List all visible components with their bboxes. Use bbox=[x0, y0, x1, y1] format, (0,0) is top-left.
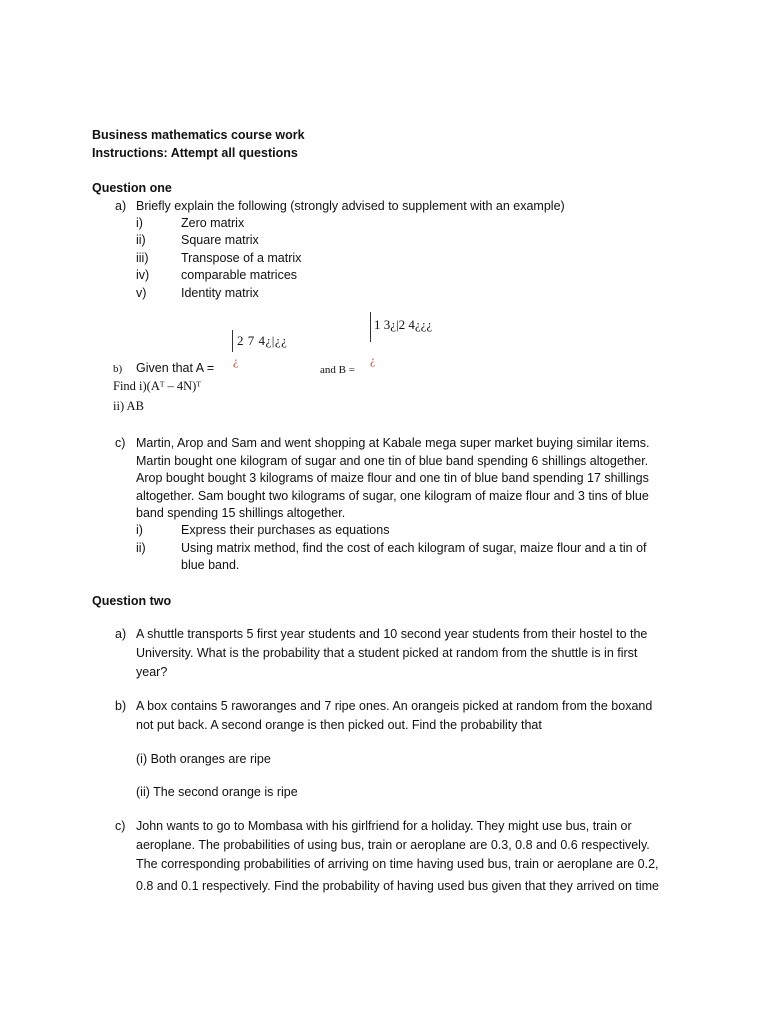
q2-c-line: 0.8 and 0.1 respectively. Find the probability of having used bus given that they arrived on time bbox=[136, 879, 659, 893]
q1-a-item-text: comparable matrices bbox=[181, 268, 298, 282]
q1-c-line: band spending 15 shillings altogether. bbox=[136, 506, 346, 520]
question-two-heading: Question two bbox=[92, 594, 172, 608]
question-one-heading: Question one bbox=[92, 181, 172, 195]
q2-a-line: University. What is the probability that a student picked at random from the shuttle is in first bbox=[136, 646, 638, 660]
q2-c-line: The corresponding probabilities of arriving on time having used bus, train or aeroplane are 0.2, bbox=[136, 857, 659, 871]
q1-a-item-num: v) bbox=[136, 286, 147, 300]
q1-a-label: a) bbox=[115, 199, 127, 213]
q1-a-item-num: iii) bbox=[136, 251, 149, 265]
q2-c-label: c) bbox=[115, 819, 126, 833]
matrix-b-bracket: ¿ bbox=[370, 353, 376, 367]
q1-b-label: b) bbox=[113, 363, 123, 375]
q1-a-text: Briefly explain the following (strongly advised to supplement with an example) bbox=[136, 199, 565, 213]
q1-c-item-text: Express their purchases as equations bbox=[181, 523, 390, 537]
q1-c-item-num: ii) bbox=[136, 541, 146, 555]
q1-c-line: Martin, Arop and Sam and went shopping at Kabale mega super market buying similar items. bbox=[136, 436, 650, 450]
matrix-a-row: 2 7 4¿|¿¿ bbox=[237, 333, 288, 348]
q1-a-item-text: Identity matrix bbox=[181, 286, 259, 300]
q2-b-ii: (ii) The second orange is ripe bbox=[136, 785, 298, 799]
q1-c-item-text: blue band. bbox=[181, 558, 240, 572]
q2-b-i: (i) Both oranges are ripe bbox=[136, 752, 271, 766]
q2-c-line: aeroplane. The probabilities of using bus, train or aeroplane are 0.3, 0.8 and 0.6 respectively. bbox=[136, 838, 650, 852]
q1-a-item-text: Zero matrix bbox=[181, 216, 245, 230]
q1-c-label: c) bbox=[115, 436, 126, 450]
q2-a-label: a) bbox=[115, 627, 127, 641]
matrix-b-row: 1 3¿|2 4¿¿¿ bbox=[374, 317, 433, 332]
q1-c-item-text: Using matrix method, find the cost of each kilogram of sugar, maize flour and a tin of bbox=[181, 541, 647, 555]
q1-c-item-num: i) bbox=[136, 523, 143, 537]
document-title: Business mathematics course work bbox=[92, 128, 305, 142]
q1-a-item-num: i) bbox=[136, 216, 143, 230]
q1-a-item-num: iv) bbox=[136, 268, 150, 282]
q1-b-given: Given that A = bbox=[136, 361, 215, 375]
q2-b-line: not put back. A second orange is then picked out. Find the probability that bbox=[136, 718, 542, 732]
q1-b-and-b: and B = bbox=[320, 364, 355, 376]
q1-a-item-text: Transpose of a matrix bbox=[181, 251, 302, 265]
q1-c-line: altogether. Sam bought two kilograms of sugar, one kilogram of maize flour and 3 tins of blue bbox=[136, 489, 649, 503]
q1-c-line: Martin bought one kilogram of sugar and one tin of blue band spending 6 shillings altogether. bbox=[136, 454, 649, 468]
matrix-a-bracket: ¿ bbox=[233, 354, 239, 368]
q2-a-line: A shuttle transports 5 first year students and 10 second year students from their hostel to the bbox=[136, 627, 648, 641]
q2-b-line: A box contains 5 raworanges and 7 ripe ones. An orangeis picked at random from the boxand bbox=[136, 699, 653, 713]
q2-a-line: year? bbox=[136, 665, 168, 679]
q1-b-find: Find i)(Aᵀ – 4N)ᵀ bbox=[113, 379, 201, 393]
q2-b-label: b) bbox=[115, 699, 127, 713]
q2-c-line: John wants to go to Mombasa with his girlfriend for a holiday. They might use bus, train or bbox=[136, 819, 632, 833]
q1-a-item-text: Square matrix bbox=[181, 233, 259, 247]
q1-b-ii: ii) AB bbox=[113, 399, 144, 413]
q1-a-item-num: ii) bbox=[136, 233, 146, 247]
instructions: Instructions: Attempt all questions bbox=[92, 146, 298, 160]
q1-c-line: Arop bought bought 3 kilograms of maize flour and one tin of blue band spending 17 shillings bbox=[136, 471, 649, 485]
